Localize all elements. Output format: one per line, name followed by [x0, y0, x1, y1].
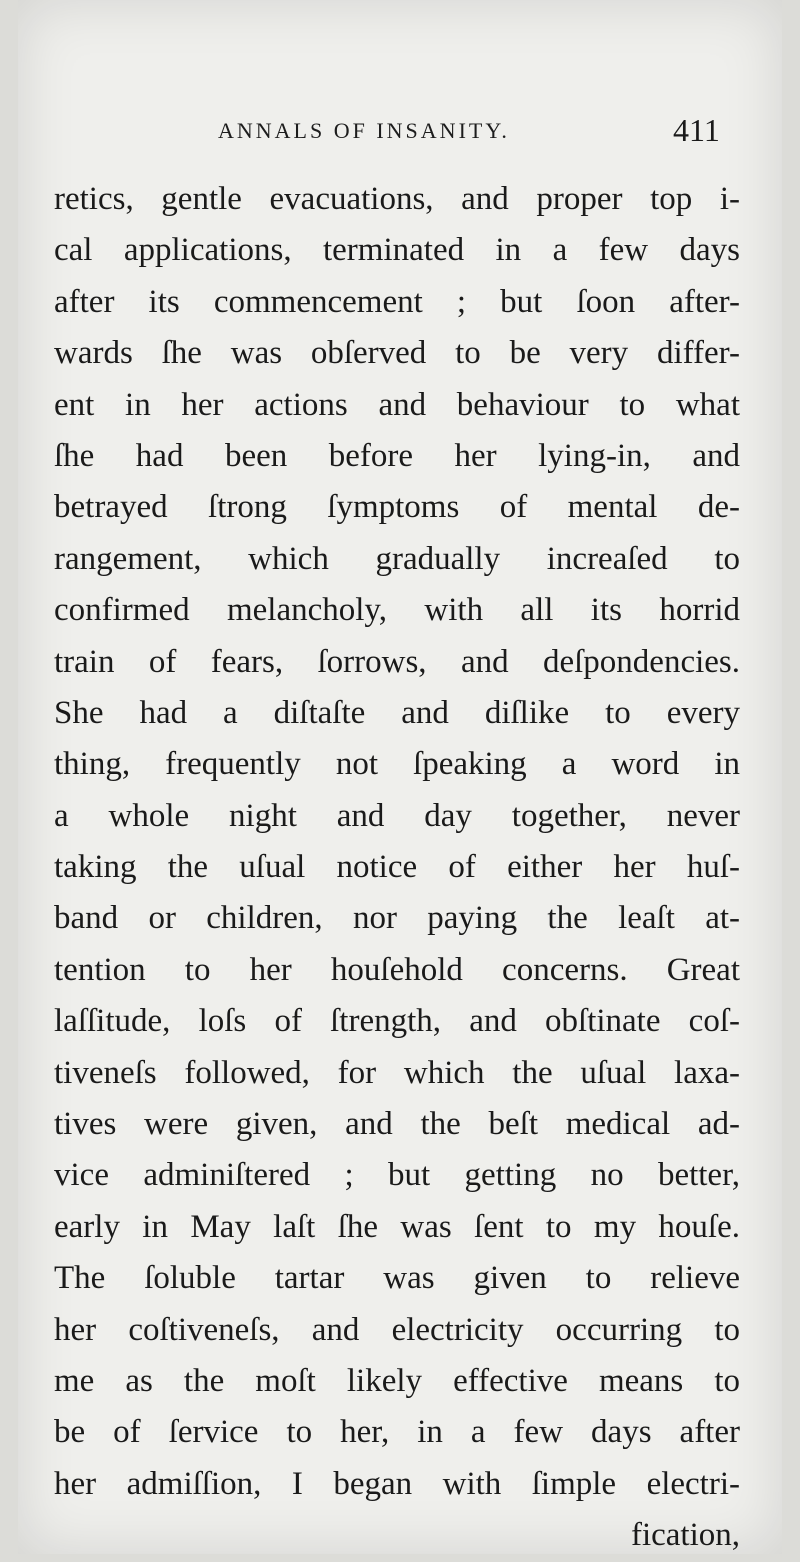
text-line: her coſtiveneſs, and electricity occurring to — [54, 1311, 740, 1348]
text-line: ſhe had been before her lying-in, and — [54, 437, 740, 474]
text-line: rangement, which gradually increaſed to — [54, 540, 740, 577]
text-line: tives were given, and the beſt medical ad- — [54, 1106, 740, 1143]
text-line: tiveneſs followed, for which the uſual laxa- — [54, 1054, 740, 1091]
text-line: betrayed ſtrong ſymptoms of mental de- — [54, 489, 740, 526]
text-line: ent in her actions and behaviour to what — [54, 386, 740, 423]
text-line: confirmed melancholy, with all its horrid — [54, 592, 740, 629]
text-line: train of fears, ſorrows, and deſpondencies. — [54, 643, 740, 680]
running-head — [18, 112, 782, 156]
text-line: thing, frequently not ſpeaking a word in — [54, 746, 740, 783]
text-line: her admiſſion, I began with ſimple electri- — [54, 1465, 740, 1502]
text-line: early in May laſt ſhe was ſent to my houſe. — [54, 1208, 740, 1245]
text-line: tention to her houſehold concerns. Great — [54, 951, 740, 988]
text-line: wards ſhe was obſerved to be very differ- — [54, 335, 740, 372]
text-line: me as the moſt likely effective means to — [54, 1362, 740, 1399]
catchword-line: fication, — [630, 1517, 740, 1554]
text-line: cal applications, terminated in a few days — [54, 232, 740, 269]
page-number: 411 — [673, 112, 720, 148]
body-text — [54, 174, 740, 1562]
text-line: be of ſervice to her, in a few days after — [54, 1414, 740, 1451]
text-line: a whole night and day together, never — [54, 797, 740, 834]
running-title: ANNALS OF INSANITY. — [218, 118, 510, 143]
text-line: laſſitude, loſs of ſtrength, and obſtinate coſ- — [54, 1003, 740, 1040]
text-line: vice adminiſtered ; but getting no better, — [54, 1157, 740, 1194]
book-page — [18, 0, 782, 1554]
text-line: The ſoluble tartar was given to relieve — [54, 1260, 740, 1297]
text-line: retics, gentle evacuations, and proper top i- — [54, 181, 740, 217]
text-line: band or children, nor paying the leaſt at- — [54, 900, 740, 937]
text-line: after its commencement ; but ſoon after- — [54, 283, 740, 320]
text-line: She had a diſtaſte and diſlike to every — [54, 694, 740, 731]
text-line: taking the uſual notice of either her huſ- — [54, 849, 740, 886]
